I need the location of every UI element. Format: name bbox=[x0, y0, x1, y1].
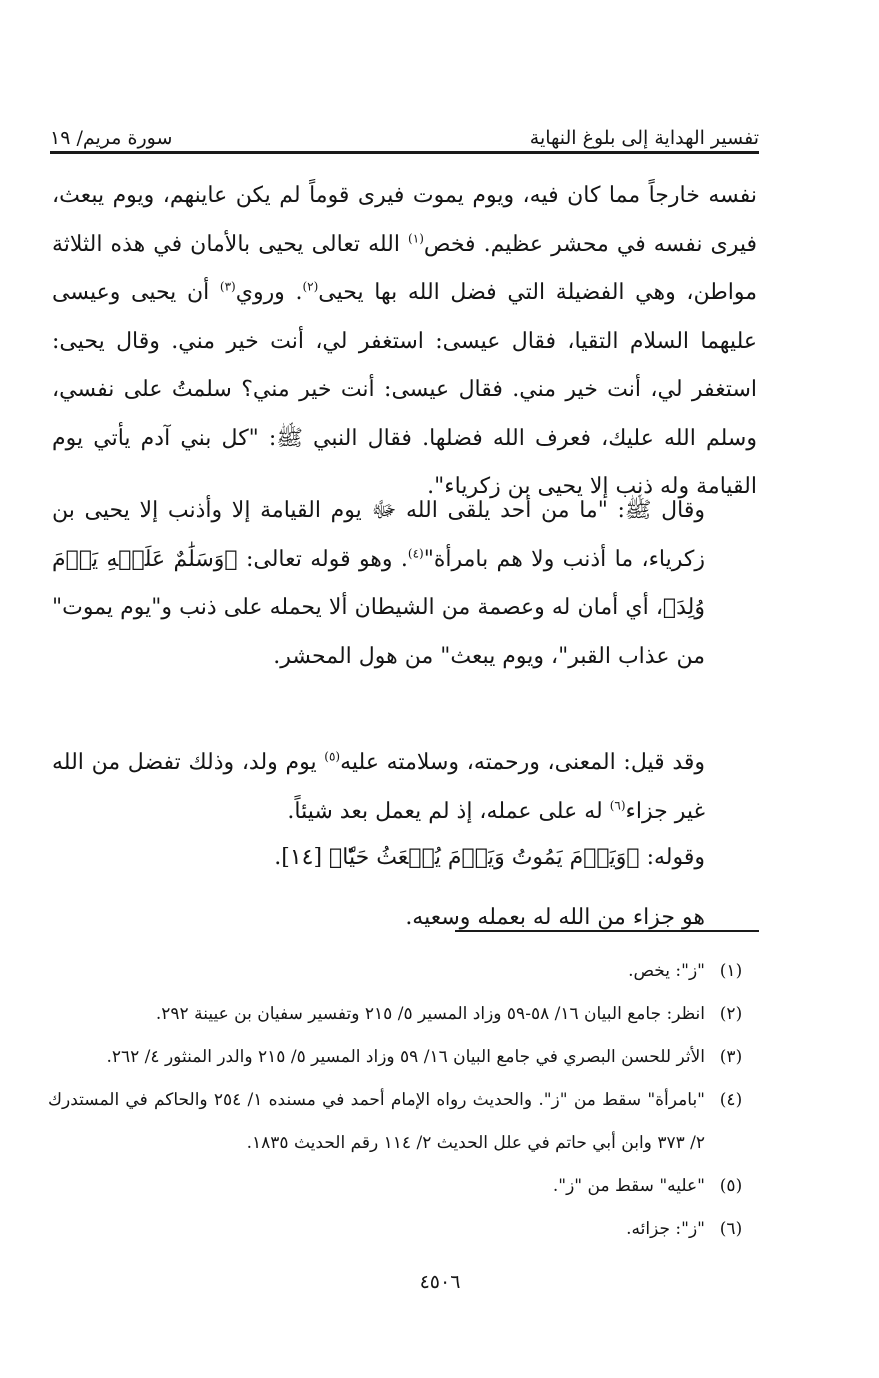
footnote-3 bbox=[48, 1036, 757, 1079]
footnote-number: (١) bbox=[719, 961, 743, 981]
footnote-number: (٢) bbox=[719, 1004, 743, 1024]
paragraph-3-part-a: وقد قيل: المعنى، ورحمته، وسلامته عليه bbox=[340, 750, 706, 775]
paragraph-3 bbox=[52, 739, 757, 834]
running-header bbox=[50, 110, 759, 150]
footnote-ref-3: (٣) bbox=[219, 279, 236, 294]
footnote-4 bbox=[48, 1079, 757, 1165]
footnote-number: (٦) bbox=[719, 1219, 743, 1239]
footnote-ref-2: (٢) bbox=[302, 279, 319, 294]
book-title: تفسير الهداية إلى بلوغ النهاية bbox=[529, 127, 759, 150]
footnote-ref-1: (١) bbox=[408, 231, 424, 246]
footnote-ref-6: (٦) bbox=[609, 798, 626, 813]
paragraph-1-part-b: الله تعالى يحيى بالأمان في هذه الثلاثة مواطن، وهي الفضيلة التي فضل الله بها يحيى bbox=[52, 231, 758, 305]
paragraph-2-part-b: . وهو قوله تعالى: ﴿وَسَلَٰمٌ عَلَيۡهِ يَوۡمَ وُلِدَ﴾، أي أمان له وعصمة من الشيطان ألا يحمله على ذنب و"يوم يموت" من عذاب القبر"، ويوم يبعث" من هول المحشر. bbox=[52, 546, 705, 669]
footnote-number: (٥) bbox=[719, 1176, 743, 1196]
footnote-ref-5: (٥) bbox=[324, 749, 341, 764]
paragraph-1 bbox=[52, 172, 758, 499]
footnote-5 bbox=[48, 1165, 757, 1208]
page-number: ٤٥٠٦ bbox=[419, 1271, 461, 1293]
footnote-2 bbox=[48, 993, 757, 1036]
footnote-1 bbox=[48, 950, 757, 993]
paragraph-3-part-c: له على عمله، إذ لم يعمل بعد شيئاً. bbox=[287, 798, 610, 824]
footnotes bbox=[48, 950, 757, 1251]
footnote-ref-4: (٤) bbox=[407, 546, 424, 561]
paragraph-1-part-d: أن يحيى وعيسى عليهما السلام التقيا، فقال عيسى: استغفر لي، أنت خير مني. وقال يحيى: استغفر لي، أنت خير مني. فقال عيسى: أنت خير مني؟ سلمتُ على نفسي، وسلم الله عليك، فعرف الله فضلها. فقال النبي ﷺ: "كل بني آدم يأتي يوم القيامة وله ذنب إلا يحيى بن زكرياء". bbox=[52, 280, 757, 499]
paragraph-1-part-c: . وروي bbox=[235, 280, 303, 305]
footnote-number: (٣) bbox=[719, 1047, 743, 1067]
surah-label: سورة مريم/ ١٩ bbox=[50, 127, 173, 150]
footnote-text: "بامرأة" سقط من "ز". والحديث رواه الإمام أحمد في مسنده ١/ ٢٥٤ والحاكم في المستدرك ٢/ ٣٧٣ وابن أبي حاتم في علل الحديث ٢/ ١١٤ رقم الحديث ١٨٣٥. bbox=[48, 1090, 705, 1153]
paragraph-2 bbox=[52, 487, 757, 729]
footnote-text: "ز": يخص. bbox=[628, 961, 705, 981]
paragraph-3-part-b: يوم ولد، وذلك تفضل من الله غير جزاء bbox=[52, 750, 705, 824]
header-rule bbox=[50, 151, 759, 154]
footnote-number: (٤) bbox=[719, 1090, 743, 1110]
footnote-rule bbox=[455, 930, 759, 932]
footnote-6 bbox=[48, 1208, 757, 1251]
footnote-text: "ز": جزائه. bbox=[626, 1219, 705, 1239]
main-text bbox=[52, 172, 757, 944]
footnote-text: الأثر للحسن البصري في جامع البيان ١٦/ ٥٩ وزاد المسير ٥/ ٢١٥ والدر المنثور ٤/ ٢٦٢. bbox=[106, 1047, 705, 1067]
paragraph-1-part-a: نفسه خارجاً مما كان فيه، ويوم يموت فيرى قوماً لم يكن عاينهم، ويوم يبعث، فيرى نفسه في محشر عظيم. فخص bbox=[52, 183, 758, 257]
paragraph-2-part-a: وقال ﷺ: "ما من أحد يلقى الله ﷻ يوم القيامة إلا وأذنب إلا يحيى بن زكرياء، ما أذنب ولا هم بامرأة" bbox=[52, 498, 705, 572]
footnote-text: "عليه" سقط من "ز". bbox=[552, 1176, 705, 1196]
footnote-text: انظر: جامع البيان ١٦/ ٥٨-٥٩ وزاد المسير ٥/ ٢١٥ وتفسير سفيان بن عيينة ٢٩٢. bbox=[155, 1004, 705, 1024]
paragraph-4: وقوله: ﴿وَيَوۡمَ يَمُوتُ وَيَوۡمَ يُبۡعَثُ حَيّٗا﴾ [١٤]. bbox=[274, 845, 705, 870]
paragraph-5: هو جزاء من الله له بعمله وسعيه. bbox=[405, 905, 705, 930]
